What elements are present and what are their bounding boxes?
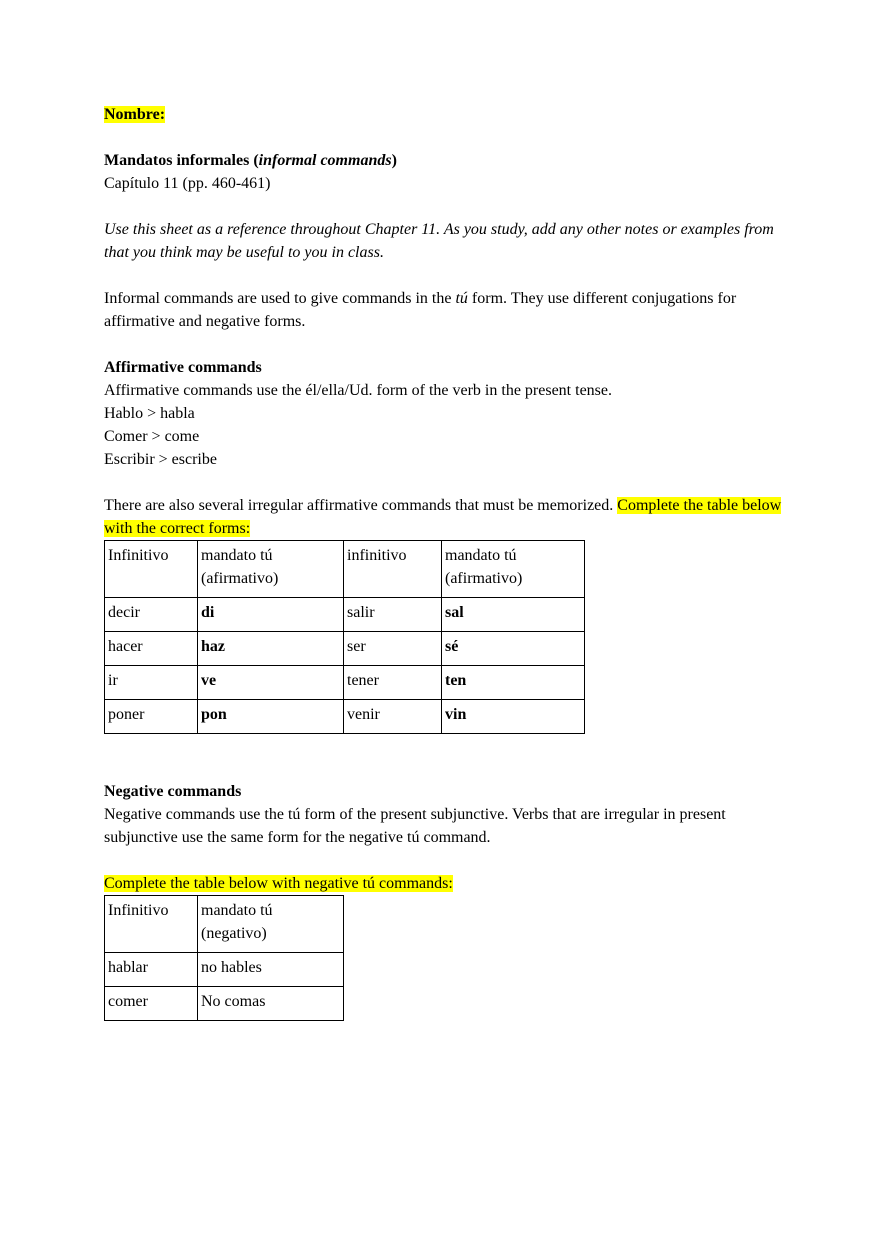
title-close: ) [391,152,397,169]
table-cell: ten [442,666,585,700]
table-header-row [105,541,585,598]
table-cell: sal [442,598,585,632]
table-cell: no hables [198,953,344,987]
irregular-intro: There are also several irregular affirmative commands that must be memorized. [104,497,618,514]
table-cell: decir [105,598,198,632]
table-cell: tener [344,666,442,700]
intro-after: form. They use different conjugations for affirmative and negative forms. [104,290,737,330]
table-header-cell: Infinitivo [105,541,198,598]
intro-before: Informal commands are used to give commands in the [104,290,456,307]
table-header-cell: infinitivo [344,541,442,598]
table-cell: di [198,598,344,632]
table-cell: venir [344,700,442,734]
table-cell: pon [198,700,344,734]
name-label: Nombre: [104,106,166,123]
table-cell: vin [442,700,585,734]
name-line [104,103,784,126]
irregular-task: Complete the table below with the correct forms: [104,497,782,537]
table-cell: ir [105,666,198,700]
affirmative-rule: Affirmative commands use the él/ella/Ud. form of the verb in the present tense. [104,382,612,399]
instructions: Use this sheet as a reference throughout Chapter 11. As you study, add any other notes or examples from that you think may be useful to you in class. [104,221,774,261]
negative-task-line [104,872,784,895]
irregular-paragraph [104,494,784,540]
chapter-reference: Capítulo 11 (pp. 460-461) [104,175,271,192]
intro-italic: tú [455,290,468,307]
title-main: Mandatos informales ( [104,152,259,169]
table-header-cell: mandato tú (afirmativo) [442,541,585,598]
table-cell: comer [105,987,198,1021]
negative-heading: Negative commands [104,783,242,800]
table-header-row [105,896,344,953]
example-line: Comer > come [104,428,200,445]
negative-rule: Negative commands use the tú form of the present subjunctive. Verbs that are irregular in present subjunctive use the same form for the negative tú command. [104,806,726,846]
affirmative-heading: Affirmative commands [104,359,262,376]
table-cell: ve [198,666,344,700]
title-italic: informal commands [258,152,392,169]
table-row [105,598,585,632]
intro-paragraph [104,287,784,333]
example-line: Escribir > escribe [104,451,217,468]
negative-commands-table [104,895,344,1021]
table-cell: salir [344,598,442,632]
table-header-cell: mandato tú (afirmativo) [198,541,344,598]
table-cell: No comas [198,987,344,1021]
table-cell: hacer [105,632,198,666]
table-cell: poner [105,700,198,734]
example-line: Hablo > habla [104,405,195,422]
document-body [104,103,784,1021]
table-cell: hablar [105,953,198,987]
table-header-cell: Infinitivo [105,896,198,953]
negative-task: Complete the table below with negative tú commands: [104,875,453,892]
worksheet-title [104,149,784,172]
affirmative-commands-table [104,540,585,734]
table-row [105,666,585,700]
table-cell: haz [198,632,344,666]
table-row [105,987,344,1021]
table-header-cell: mandato tú (negativo) [198,896,344,953]
table-row [105,632,585,666]
table-cell: ser [344,632,442,666]
table-row [105,700,585,734]
table-row [105,953,344,987]
table-cell: sé [442,632,585,666]
